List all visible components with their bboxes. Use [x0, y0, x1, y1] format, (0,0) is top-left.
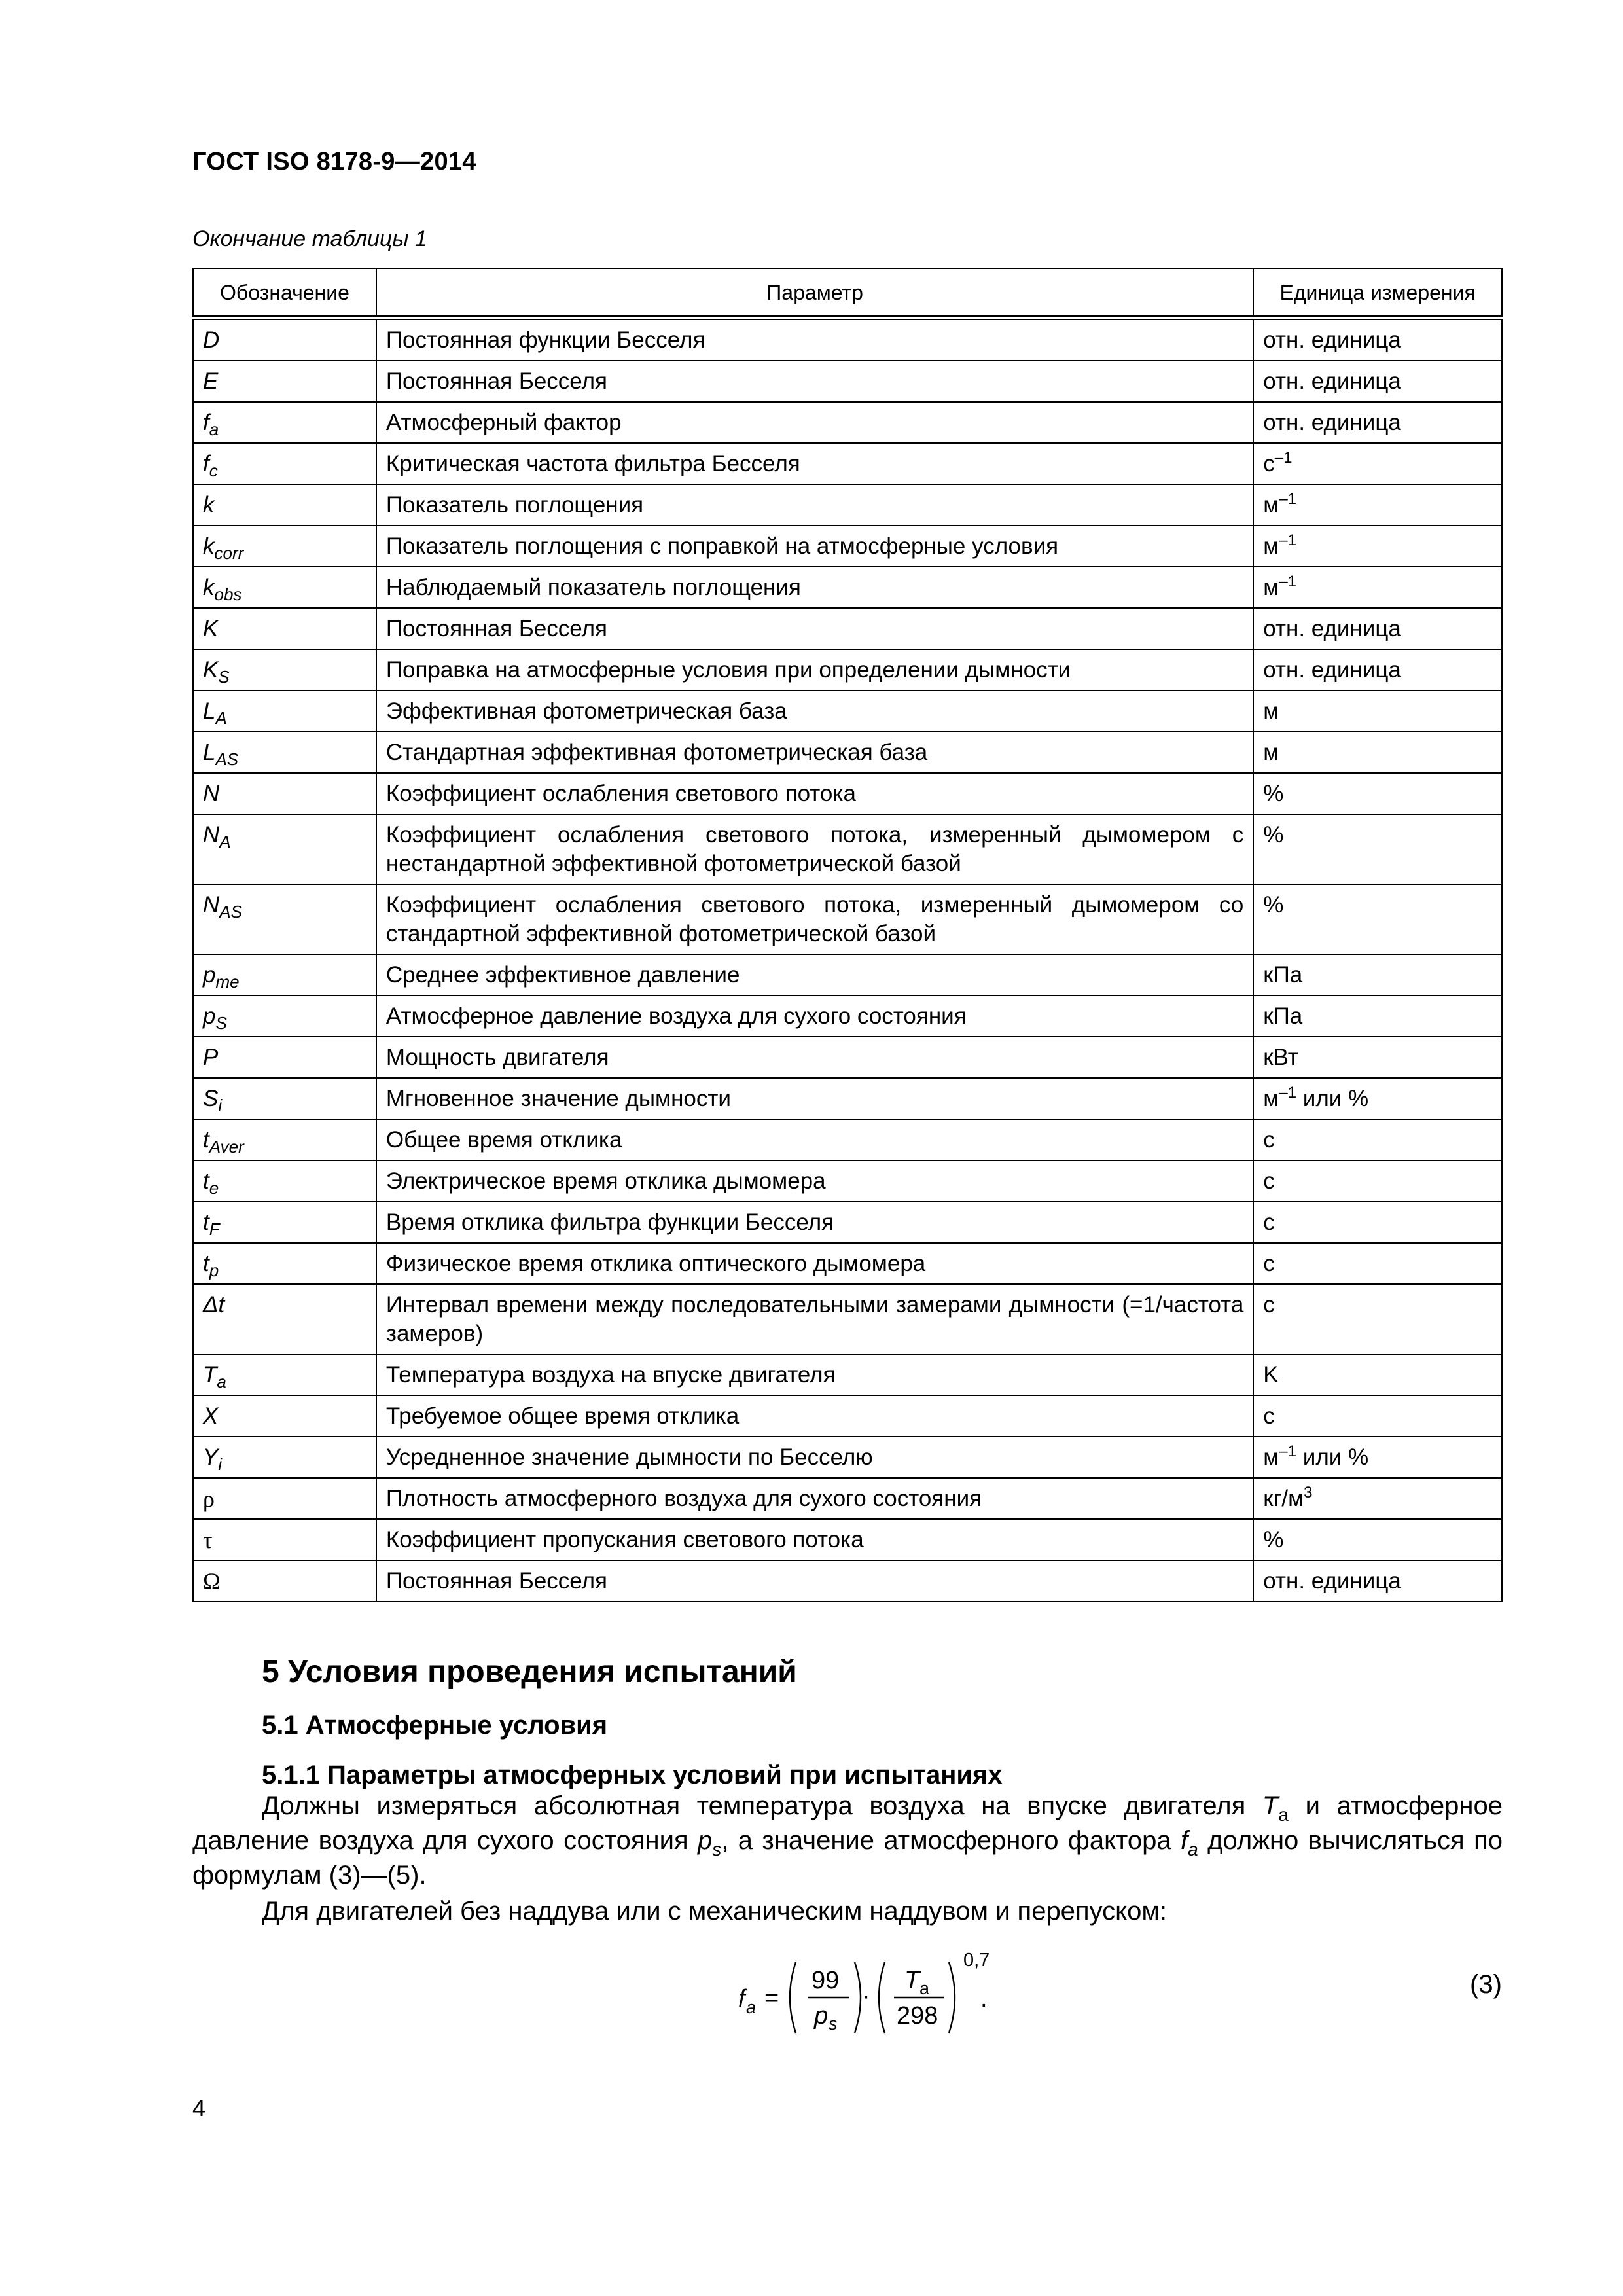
parameter-cell: Коэффициент ослабления светового потока	[376, 773, 1253, 814]
parameter-cell: Постоянная Бесселя	[376, 1560, 1253, 1602]
unit-cell: %	[1253, 773, 1502, 814]
unit-cell: $м^{-1}$ или %	[1253, 1437, 1502, 1478]
parameter-cell: Постоянная Бесселя	[376, 608, 1253, 649]
unit-cell: отн. единица	[1253, 649, 1502, 691]
page-number: 4	[192, 2094, 206, 2121]
column-header-parameter: Параметр	[376, 268, 1253, 318]
unit-cell: отн. единица	[1253, 318, 1502, 361]
formula-lhs: f	[738, 1985, 745, 2013]
unit-cell: отн. единица	[1253, 608, 1502, 649]
table-row	[193, 732, 1502, 773]
symbol-cell: $k_{corr}$	[193, 526, 376, 567]
parameter-cell: Усредненное значение дымности по Бесселю	[376, 1437, 1253, 1478]
symbol-cell: k	[193, 484, 376, 526]
symbol-cell: $t_{Aver}$	[193, 1119, 376, 1160]
unit-cell: кПа	[1253, 996, 1502, 1037]
parameter-cell: Показатель поглощения	[376, 484, 1253, 526]
symbol-cell: $N_A$	[193, 814, 376, 884]
parameter-cell: Коэффициент ослабления светового потока, измеренный дымомером со стандартной эффективной фотометрической базой	[376, 884, 1253, 954]
formula-denominator-1: p	[814, 2002, 829, 2030]
formula-denominator-2: 298	[897, 2002, 938, 2030]
parameter-cell: Постоянная функции Бесселя	[376, 318, 1253, 361]
table-row	[193, 814, 1502, 884]
parameter-cell: Среднее эффективное давление	[376, 954, 1253, 996]
formula-numerator-2-sub: a	[919, 1979, 930, 1998]
table-row	[193, 1284, 1502, 1354]
formula-numerator-1: 99	[812, 1967, 840, 1994]
document-header: ГОСТ ISO 8178-9—2014	[192, 148, 476, 175]
table-row	[193, 1519, 1502, 1560]
unit-cell: %	[1253, 814, 1502, 884]
table-row	[193, 567, 1502, 608]
table-row	[193, 402, 1502, 443]
subsubsection-heading: 5.1.1 Параметры атмосферных условий при испытаниях	[262, 1761, 1003, 1789]
column-header-symbol: Обозначение	[193, 268, 376, 318]
unit-cell: отн. единица	[1253, 361, 1502, 402]
parameter-cell: Общее время отклика	[376, 1119, 1253, 1160]
parameter-cell: Мгновенное значение дымности	[376, 1078, 1253, 1119]
section-heading: 5 Условия проведения испытаний	[262, 1655, 797, 1689]
table-row	[193, 1354, 1502, 1395]
parameter-cell: Плотность атмосферного воздуха для сухого состояния	[376, 1478, 1253, 1519]
parameter-cell: Коэффициент ослабления светового потока, измеренный дымомером с нестандартной эффективной фотометрической базой	[376, 814, 1253, 884]
table-row	[193, 1395, 1502, 1437]
table-row	[193, 1078, 1502, 1119]
unit-cell: с	[1253, 1395, 1502, 1437]
table-row	[193, 996, 1502, 1037]
unit-cell: с	[1253, 1284, 1502, 1354]
parameter-cell: Постоянная Бесселя	[376, 361, 1253, 402]
parameter-cell: Критическая частота фильтра Бесселя	[376, 443, 1253, 484]
formula-3	[733, 1943, 1008, 2041]
table-row	[193, 361, 1502, 402]
unit-cell: с	[1253, 1202, 1502, 1243]
table-row	[193, 1160, 1502, 1202]
symbol-cell: Δt	[193, 1284, 376, 1354]
table-row	[193, 691, 1502, 732]
formula-exponent: 0,7	[963, 1950, 990, 1971]
table-row	[193, 443, 1502, 484]
symbol-cell: $K_S$	[193, 649, 376, 691]
parameter-cell: Электрическое время отклика дымомера	[376, 1160, 1253, 1202]
parameter-cell: Атмосферное давление воздуха для сухого состояния	[376, 996, 1253, 1037]
parameter-cell: Наблюдаемый показатель поглощения	[376, 567, 1253, 608]
table-row	[193, 484, 1502, 526]
parameter-cell: Физическое время отклика оптического дымомера	[376, 1243, 1253, 1284]
symbol-cell: E	[193, 361, 376, 402]
paragraph-engines: Для двигателей без наддува или с механическим наддувом и перепуском:	[262, 1897, 1167, 1926]
table-row	[193, 1478, 1502, 1519]
symbol-cell: Ω	[193, 1560, 376, 1602]
symbol-cell: $p_S$	[193, 996, 376, 1037]
unit-cell: %	[1253, 884, 1502, 954]
unit-cell: с	[1253, 1119, 1502, 1160]
formula-denominator-1-sub: s	[829, 2014, 838, 2034]
formula-equals: =	[764, 1984, 779, 2012]
column-header-unit: Единица измерения	[1253, 268, 1502, 318]
formula-numerator-2: T	[904, 1967, 920, 1994]
symbol-cell: D	[193, 318, 376, 361]
unit-cell: $м^{-1}$ или %	[1253, 1078, 1502, 1119]
unit-cell: %	[1253, 1519, 1502, 1560]
symbol-cell: $f_a$	[193, 402, 376, 443]
formula-lhs-sub: a	[746, 1998, 757, 2017]
symbol-cell: $Y_i$	[193, 1437, 376, 1478]
table-row	[193, 1560, 1502, 1602]
unit-cell: м	[1253, 732, 1502, 773]
symbol-cell: $L_A$	[193, 691, 376, 732]
symbol-cell: $S_i$	[193, 1078, 376, 1119]
table-row	[193, 1119, 1502, 1160]
symbol-cell: ρ	[193, 1478, 376, 1519]
parameter-cell: Стандартная эффективная фотометрическая база	[376, 732, 1253, 773]
parameter-cell: Показатель поглощения с поправкой на атмосферные условия	[376, 526, 1253, 567]
symbol-cell: P	[193, 1037, 376, 1078]
table-row	[193, 1437, 1502, 1478]
unit-cell: с	[1253, 1160, 1502, 1202]
symbol-cell: $t_F$	[193, 1202, 376, 1243]
parameter-cell: Интервал времени между последовательными замерами дымности (=1/частота замеров)	[376, 1284, 1253, 1354]
parameter-cell: Время отклика фильтра функции Бесселя	[376, 1202, 1253, 1243]
symbol-cell: $t_e$	[193, 1160, 376, 1202]
unit-cell: $кг/м^3$	[1253, 1478, 1502, 1519]
unit-cell: $с^{-1}$	[1253, 443, 1502, 484]
parameter-cell: Температура воздуха на впуске двигателя	[376, 1354, 1253, 1395]
symbol-cell: K	[193, 608, 376, 649]
table-row	[193, 608, 1502, 649]
symbol-cell: $p_{me}$	[193, 954, 376, 996]
table-row	[193, 1037, 1502, 1078]
table-row	[193, 1202, 1502, 1243]
table-row	[193, 954, 1502, 996]
table-row	[193, 526, 1502, 567]
symbol-cell: X	[193, 1395, 376, 1437]
symbols-table	[192, 268, 1503, 1602]
formula-dot: ·	[862, 1982, 870, 2010]
unit-cell: с	[1253, 1243, 1502, 1284]
unit-cell: кПа	[1253, 954, 1502, 996]
parameter-cell: Эффективная фотометрическая база	[376, 691, 1253, 732]
unit-cell: $м^{-1}$	[1253, 484, 1502, 526]
table-row	[193, 884, 1502, 954]
unit-cell: отн. единица	[1253, 1560, 1502, 1602]
unit-cell: $м^{-1}$	[1253, 567, 1502, 608]
symbol-cell: $k_{obs}$	[193, 567, 376, 608]
paragraph-measurement: Должны измеряться абсолютная температура воздуха на впуске двигателя $T_a$ и атмосферное давление воздуха для сухого состояния $p_s$, а значение атмосферного фактора $f_a$ должно вычисляться по формулам (3)—(5).	[192, 1791, 1503, 1890]
subsection-heading: 5.1 Атмосферные условия	[262, 1711, 608, 1740]
table-caption: Окончание таблицы 1	[192, 226, 427, 251]
formula-period: .	[980, 1985, 988, 2013]
symbol-cell: τ	[193, 1519, 376, 1560]
symbol-cell: $N_{AS}$	[193, 884, 376, 954]
parameter-cell: Мощность двигателя	[376, 1037, 1253, 1078]
symbol-cell: $f_c$	[193, 443, 376, 484]
table-header-row	[193, 268, 1502, 318]
parameter-cell: Коэффициент пропускания светового потока	[376, 1519, 1253, 1560]
unit-cell: отн. единица	[1253, 402, 1502, 443]
parameter-cell: Требуемое общее время отклика	[376, 1395, 1253, 1437]
table-row	[193, 649, 1502, 691]
table-row	[193, 773, 1502, 814]
symbol-cell: $t_p$	[193, 1243, 376, 1284]
unit-cell: м	[1253, 691, 1502, 732]
equation-number: (3)	[1470, 1970, 1502, 1999]
table-row	[193, 318, 1502, 361]
symbol-cell: $L_{AS}$	[193, 732, 376, 773]
parameter-cell: Атмосферный фактор	[376, 402, 1253, 443]
symbol-cell: N	[193, 773, 376, 814]
parameter-cell: Поправка на атмосферные условия при определении дымности	[376, 649, 1253, 691]
unit-cell: кВт	[1253, 1037, 1502, 1078]
unit-cell: $м^{-1}$	[1253, 526, 1502, 567]
table-row	[193, 1243, 1502, 1284]
symbol-cell: $T_a$	[193, 1354, 376, 1395]
unit-cell: K	[1253, 1354, 1502, 1395]
